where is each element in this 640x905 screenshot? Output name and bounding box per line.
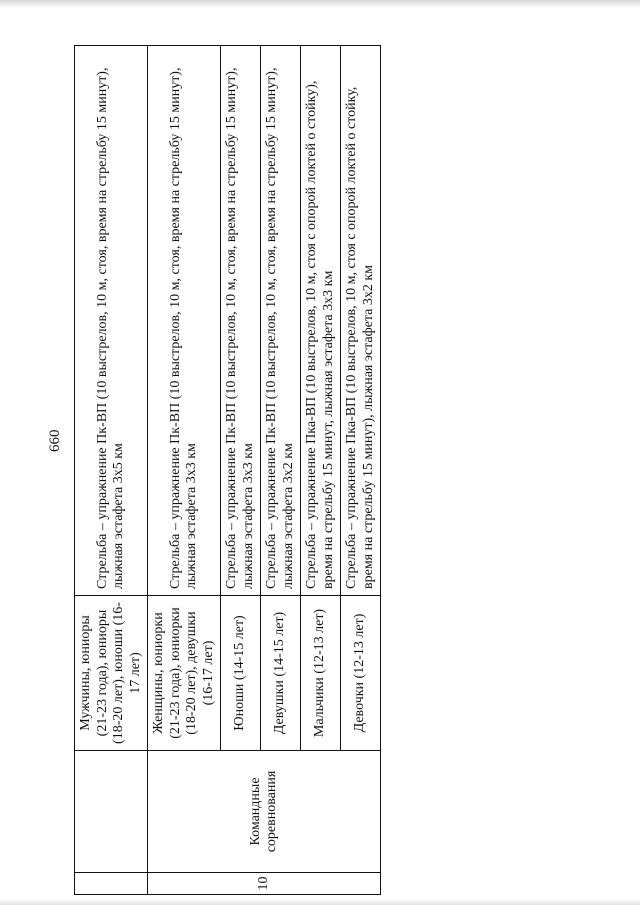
rotated-table-container <box>74 45 376 895</box>
description-cell: Стрельба – упражнение Пка-ВП (10 выстрелов, 10 м, стоя с опорой локтей о стойку), время на стрельбу 15 минут, лыжная эстафета 3х3 км <box>301 46 341 596</box>
scan-edge-bottom <box>0 899 640 905</box>
row-number-cell: 10 <box>148 873 381 895</box>
table-row <box>148 46 221 895</box>
table-row <box>75 46 148 895</box>
page-number: 660 <box>47 429 63 452</box>
group-cell: Девочки (12-13 лет) <box>341 596 381 751</box>
group-cell: Девушки (14-15 лет) <box>261 596 301 751</box>
description-cell: Стрельба – упражнение Пк-ВП (10 выстрелов, 10 м, стоя, время на стрельбу 15 минут), лыжная эстафета 3х3 км <box>221 46 261 596</box>
group-cell: Женщины, юниорки (21-23 года), юниорки (18-20 лет), девушки (16-17 лет) <box>148 596 221 751</box>
group-cell: Мужчины, юниоры (21-23 года), юниоры (18-20 лет), юноши (16-17 лет) <box>75 596 148 751</box>
competition-table <box>74 45 381 895</box>
group-cell: Юноши (14-15 лет) <box>221 596 261 751</box>
row-number-cell-empty <box>75 873 148 895</box>
competition-type-cell: Командные соревнования <box>148 751 381 873</box>
description-cell: Стрельба – упражнение Пка-ВП (10 выстрелов, 10 м, стоя с опорой локтей о стойку, время на стрельбу 15 минут), лыжная эстафета 3х2 км <box>341 46 381 596</box>
scan-edge-top <box>0 0 640 8</box>
group-cell: Мальчики (12-13 лет) <box>301 596 341 751</box>
description-cell: Стрельба – упражнение Пк-ВП (10 выстрелов, 10 м, стоя, время на стрельбу 15 минут), лыжная эстафета 3х2 км <box>261 46 301 596</box>
description-cell: Стрельба – упражнение Пк-ВП (10 выстрелов, 10 м, стоя, время на стрельбу 15 минут), лыжная эстафета 3х3 км <box>148 46 221 596</box>
description-cell: Стрельба – упражнение Пк-ВП (10 выстрелов, 10 м, стоя, время на стрельбу 15 минут), лыжная эстафета 3х5 км <box>75 46 148 596</box>
competition-type-cell-empty <box>75 751 148 873</box>
